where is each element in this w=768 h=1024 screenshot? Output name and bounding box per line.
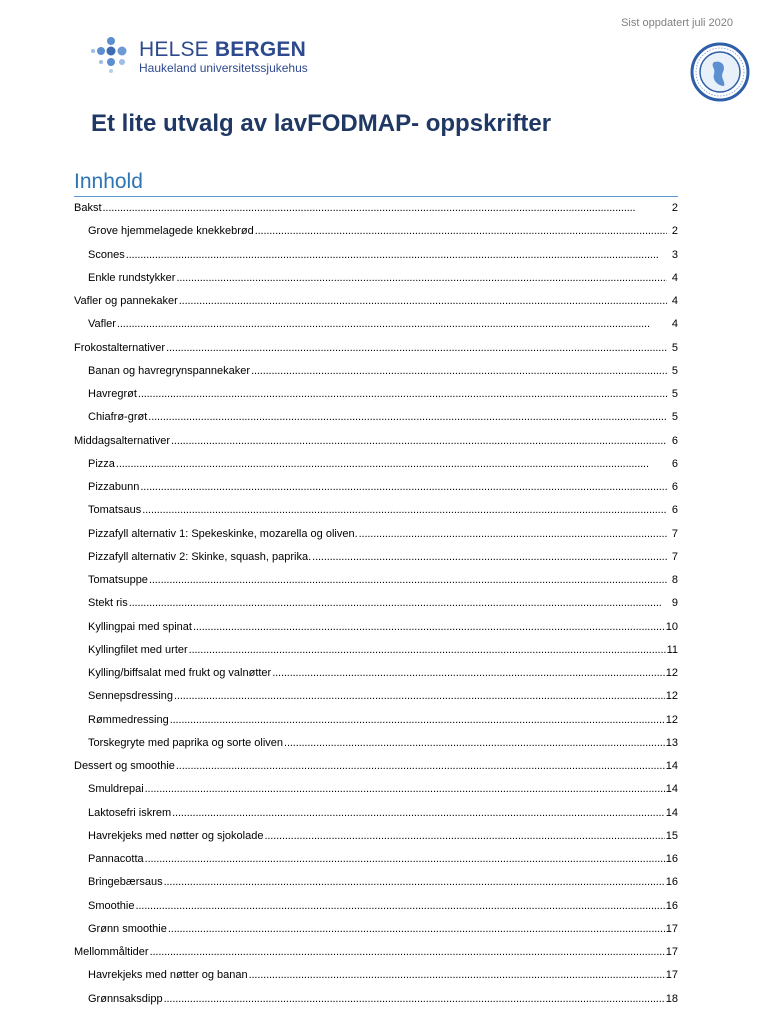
toc-entry-title: Banan og havregrynspannekaker: [88, 364, 251, 377]
toc-entry-title: Grønnsaksdipp: [88, 992, 163, 1005]
toc-entry[interactable]: [74, 711, 678, 734]
toc-page-number: 4: [671, 295, 678, 307]
toc-entry[interactable]: [74, 246, 678, 269]
toc-dot-leader: [264, 827, 664, 845]
toc-entry[interactable]: [74, 199, 678, 222]
toc-entry-title: Kyllingfilet med urter: [88, 643, 188, 656]
toc-page-number: 6: [671, 457, 678, 470]
toc-dot-leader: [103, 199, 667, 217]
toc-entry-title: Vafler: [88, 318, 116, 331]
toc-entry-title: Frokostalternativer: [74, 341, 166, 354]
toc-entry-title: Scones: [88, 248, 125, 261]
toc-page-number: 7: [671, 550, 678, 563]
toc-dot-leader: [149, 571, 667, 589]
toc-dot-leader: [255, 222, 667, 240]
last-updated-text: Sist oppdatert juli 2020: [621, 17, 733, 29]
toc-entry[interactable]: [74, 943, 678, 966]
toc-page-number: 4: [671, 318, 678, 331]
toc-dot-leader: [150, 943, 665, 961]
toc-entry-title: Torskegryte med paprika og sorte oliven: [88, 736, 284, 749]
toc-dot-leader: [145, 780, 665, 798]
toc-entry-title: Vafler og pannekaker: [74, 295, 178, 307]
toc-page-number: 14: [665, 760, 678, 772]
toc-dot-leader: [251, 362, 667, 380]
toc-entry[interactable]: [74, 501, 678, 524]
toc-dot-leader: [142, 501, 667, 519]
toc-page-number: 12: [665, 713, 678, 726]
toc-dot-leader: [189, 641, 666, 659]
toc-page-number: 2: [671, 225, 678, 238]
toc-entry[interactable]: [74, 966, 678, 989]
toc-entry[interactable]: [74, 432, 678, 455]
toc-entry[interactable]: [74, 990, 678, 1013]
toc-entry[interactable]: [74, 408, 678, 431]
toc-page-number: 5: [671, 388, 678, 400]
toc-entry[interactable]: [74, 222, 678, 245]
toc-entry[interactable]: [74, 850, 678, 873]
toc-entry-title: Grønn smoothie: [88, 922, 167, 935]
toc-dot-leader: [174, 687, 665, 705]
toc-entry[interactable]: [74, 641, 678, 664]
toc-heading: Innhold: [74, 170, 678, 197]
toc-dot-leader: [176, 757, 665, 775]
toc-entry[interactable]: [74, 827, 678, 850]
toc-entry-title: Middagsalternativer: [74, 434, 170, 447]
toc-entry-title: Pannacotta: [88, 853, 144, 865]
toc-dot-leader: [176, 269, 667, 287]
toc-entry[interactable]: [74, 734, 678, 757]
toc-page-number: 12: [665, 690, 678, 703]
toc-entry-title: Tomatsaus: [88, 504, 142, 517]
toc-entry-title: Havrekjeks med nøtter og sjokolade: [88, 829, 264, 842]
toc-dot-leader: [126, 246, 667, 264]
toc-dot-leader: [164, 873, 665, 891]
toc-entry-title: Havregrøt: [88, 388, 137, 400]
toc-entry[interactable]: [74, 780, 678, 803]
toc-page-number: 5: [671, 341, 678, 354]
toc-entry-title: Enkle rundstykker: [88, 271, 176, 284]
toc-entry-title: Tomatsuppe: [88, 574, 148, 586]
toc-entry-title: Rømmedressing: [88, 713, 169, 726]
toc-entry[interactable]: [74, 664, 678, 687]
toc-entry[interactable]: [74, 362, 678, 385]
toc-dot-leader: [312, 548, 667, 566]
toc-dot-leader: [359, 525, 667, 543]
toc-page-number: 5: [671, 411, 678, 424]
toc-entry[interactable]: [74, 548, 678, 571]
toc-entry-title: Stekt ris: [88, 597, 128, 610]
toc-entry[interactable]: [74, 455, 678, 478]
toc-page-number: 18: [665, 992, 678, 1005]
toc-dot-leader: [129, 594, 667, 612]
toc-dot-leader: [166, 339, 667, 357]
toc-entry[interactable]: [74, 478, 678, 501]
toc-page-number: 15: [665, 829, 678, 842]
toc-page-number: 14: [665, 783, 678, 796]
toc-dot-leader: [284, 734, 665, 752]
toc-entry[interactable]: [74, 804, 678, 827]
toc-entry[interactable]: [74, 269, 678, 292]
toc-entry-title: Mellommåltider: [74, 946, 149, 958]
toc-entry-title: Smuldrepai: [88, 783, 144, 796]
toc-page-number: 17: [665, 946, 678, 958]
toc-dot-leader: [140, 478, 667, 496]
toc-entry-title: Pizzafyll alternativ 2: Skinke, squash, paprika.: [88, 550, 312, 563]
toc-page-number: 12: [665, 667, 678, 679]
toc-entry-title: Grove hjemmelagede knekkebrød: [88, 225, 254, 238]
document-title: Et lite utvalg av lavFODMAP- oppskrifter: [91, 110, 552, 137]
toc-page-number: 17: [665, 922, 678, 935]
toc-dot-leader: [170, 711, 665, 729]
toc-page-number: 6: [671, 434, 678, 447]
toc-entry[interactable]: [74, 385, 678, 408]
toc-dot-leader: [249, 966, 665, 984]
toc-entry-title: Bakst: [74, 202, 102, 214]
toc-dot-leader: [138, 385, 667, 403]
toc-entry-title: Havrekjeks med nøtter og banan: [88, 969, 248, 982]
toc-dot-leader: [145, 850, 665, 868]
toc-dot-leader: [116, 455, 667, 473]
toc-page-number: 16: [665, 899, 678, 912]
toc-dot-leader: [148, 408, 667, 426]
toc-page-number: 16: [665, 853, 678, 865]
toc-entry[interactable]: [74, 339, 678, 362]
toc-entry-title: Smoothie: [88, 899, 135, 912]
toc-entry[interactable]: [74, 292, 678, 315]
toc-entry[interactable]: [74, 757, 678, 780]
toc-page-number: 6: [671, 481, 678, 493]
toc-page-number: 16: [665, 876, 678, 889]
toc-entry-title: Chiafrø-grøt: [88, 411, 148, 424]
toc-entry-title: Kyllingpai med spinat: [88, 620, 192, 633]
toc-entry-title: Kylling/biffsalat med frukt og valnøtter: [88, 667, 272, 679]
logo-brand-name: HELSE BERGEN: [139, 38, 306, 61]
toc-entry-title: Pizza: [88, 457, 115, 470]
table-of-contents: [74, 199, 678, 1013]
toc-entry-title: Bringebærsaus: [88, 876, 163, 889]
toc-entry-title: Laktosefri iskrem: [88, 806, 172, 819]
toc-entry[interactable]: [74, 873, 678, 896]
toc-dot-leader: [164, 990, 665, 1008]
logo-dots-icon: [91, 36, 131, 74]
toc-page-number: 17: [665, 969, 678, 982]
toc-page-number: 6: [671, 504, 678, 517]
toc-dot-leader: [179, 292, 667, 310]
toc-dot-leader: [172, 804, 665, 822]
toc-entry[interactable]: [74, 525, 678, 548]
toc-page-number: 14: [665, 806, 678, 819]
toc-dot-leader: [168, 920, 665, 938]
toc-page-number: 2: [671, 202, 678, 214]
department-seal-icon: [690, 42, 750, 107]
toc-entry-title: Dessert og smoothie: [74, 760, 175, 772]
toc-entry[interactable]: [74, 897, 678, 920]
toc-page-number: 9: [671, 597, 678, 610]
toc-entry[interactable]: [74, 315, 678, 338]
toc-dot-leader: [272, 664, 665, 682]
toc-dot-leader: [117, 315, 667, 333]
toc-entry-title: Pizzabunn: [88, 481, 140, 493]
toc-page-number: 7: [671, 527, 678, 540]
toc-page-number: 3: [671, 248, 678, 261]
toc-entry[interactable]: [74, 618, 678, 641]
toc-entry[interactable]: [74, 687, 678, 710]
toc-page-number: 10: [665, 620, 678, 633]
toc-entry-title: Pizzafyll alternativ 1: Spekeskinke, mozarella og oliven.: [88, 527, 358, 540]
toc-page-number: 5: [671, 364, 678, 377]
toc-entry[interactable]: [74, 920, 678, 943]
logo-subtitle: Haukeland universitetssjukehus: [139, 61, 308, 75]
toc-page-number: 4: [671, 271, 678, 284]
toc-dot-leader: [135, 897, 664, 915]
toc-dot-leader: [171, 432, 667, 450]
toc-entry[interactable]: [74, 571, 678, 594]
toc-entry[interactable]: [74, 594, 678, 617]
toc-dot-leader: [193, 618, 665, 636]
toc-page-number: 11: [666, 643, 678, 656]
toc-entry-title: Sennepsdressing: [88, 690, 174, 703]
toc-page-number: 8: [671, 574, 678, 586]
toc-page-number: 13: [665, 736, 678, 749]
